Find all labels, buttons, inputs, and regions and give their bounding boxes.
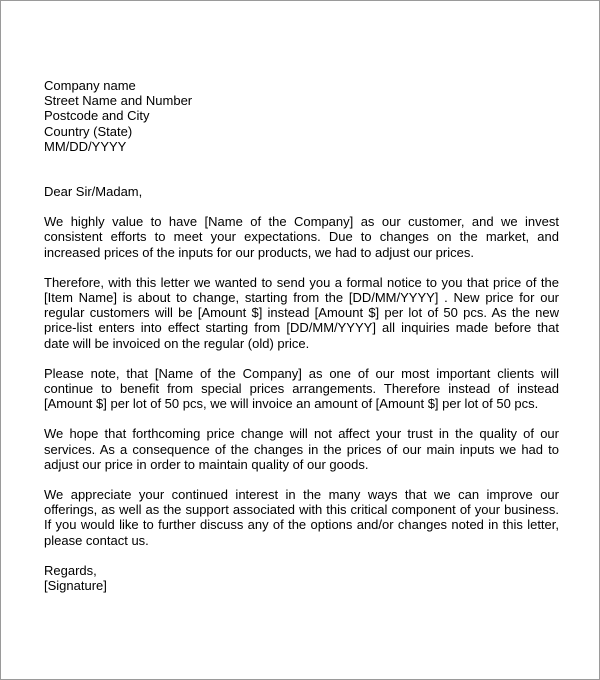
postcode-city: Postcode and City — [44, 108, 150, 124]
paragraph-quality-assurance: We hope that forthcoming price change will not affect your trust in the quality of our services. As a consequence of the changes in the prices of our main inputs we had to adjust our price in order to maintain quality of our goods. — [44, 426, 559, 472]
letter-date: MM/DD/YYYY — [44, 138, 127, 154]
letter-closing — [44, 563, 559, 593]
paragraph-customer-value: We highly value to have [Name of the Company] as our customer, and we invest consistent efforts to meet your expectations. Due to changes on the market, and increased prices of the inputs for our products, we had to adjust our prices. — [44, 214, 559, 260]
sender-address — [44, 78, 559, 154]
paragraph-price-change-notice: Therefore, with this letter we wanted to send you a formal notice to you that price of the [Item Name] is about to change, starting from the [DD/MM/YYYY] . New price for our regular customers will be [Amount $] instead [Amount $] per lot of 50 pcs. As the new price-list enters into effect starting from [DD/MM/YYYY] all inquiries made before that date will be invoiced on the regular (old) price. — [44, 274, 559, 351]
paragraph-special-prices: Please note, that [Name of the Company] as one of our most important clients will continue to benefit from special prices arrangements. Therefore instead of instead [Amount $] per lot of 50 pcs, we will invoice an amount of [Amount $] per lot of 50 pcs. — [44, 365, 559, 412]
salutation: Dear Sir/Madam, — [44, 184, 143, 200]
paragraph-contact-us: We appreciate your continued interest in the many ways that we can improve our offerings, as well as the support associated with this critical component of your business. If you would like to further discuss any of the options and/or changes noted in this letter, please contact us. — [44, 487, 559, 548]
signature-placeholder: [Signature] — [44, 578, 107, 594]
letter-body — [44, 78, 559, 593]
street-address: Street Name and Number — [44, 93, 193, 109]
country: Country (State) — [44, 123, 133, 139]
company-name: Company name — [44, 78, 136, 93]
closing-regards: Regards, — [44, 562, 97, 578]
